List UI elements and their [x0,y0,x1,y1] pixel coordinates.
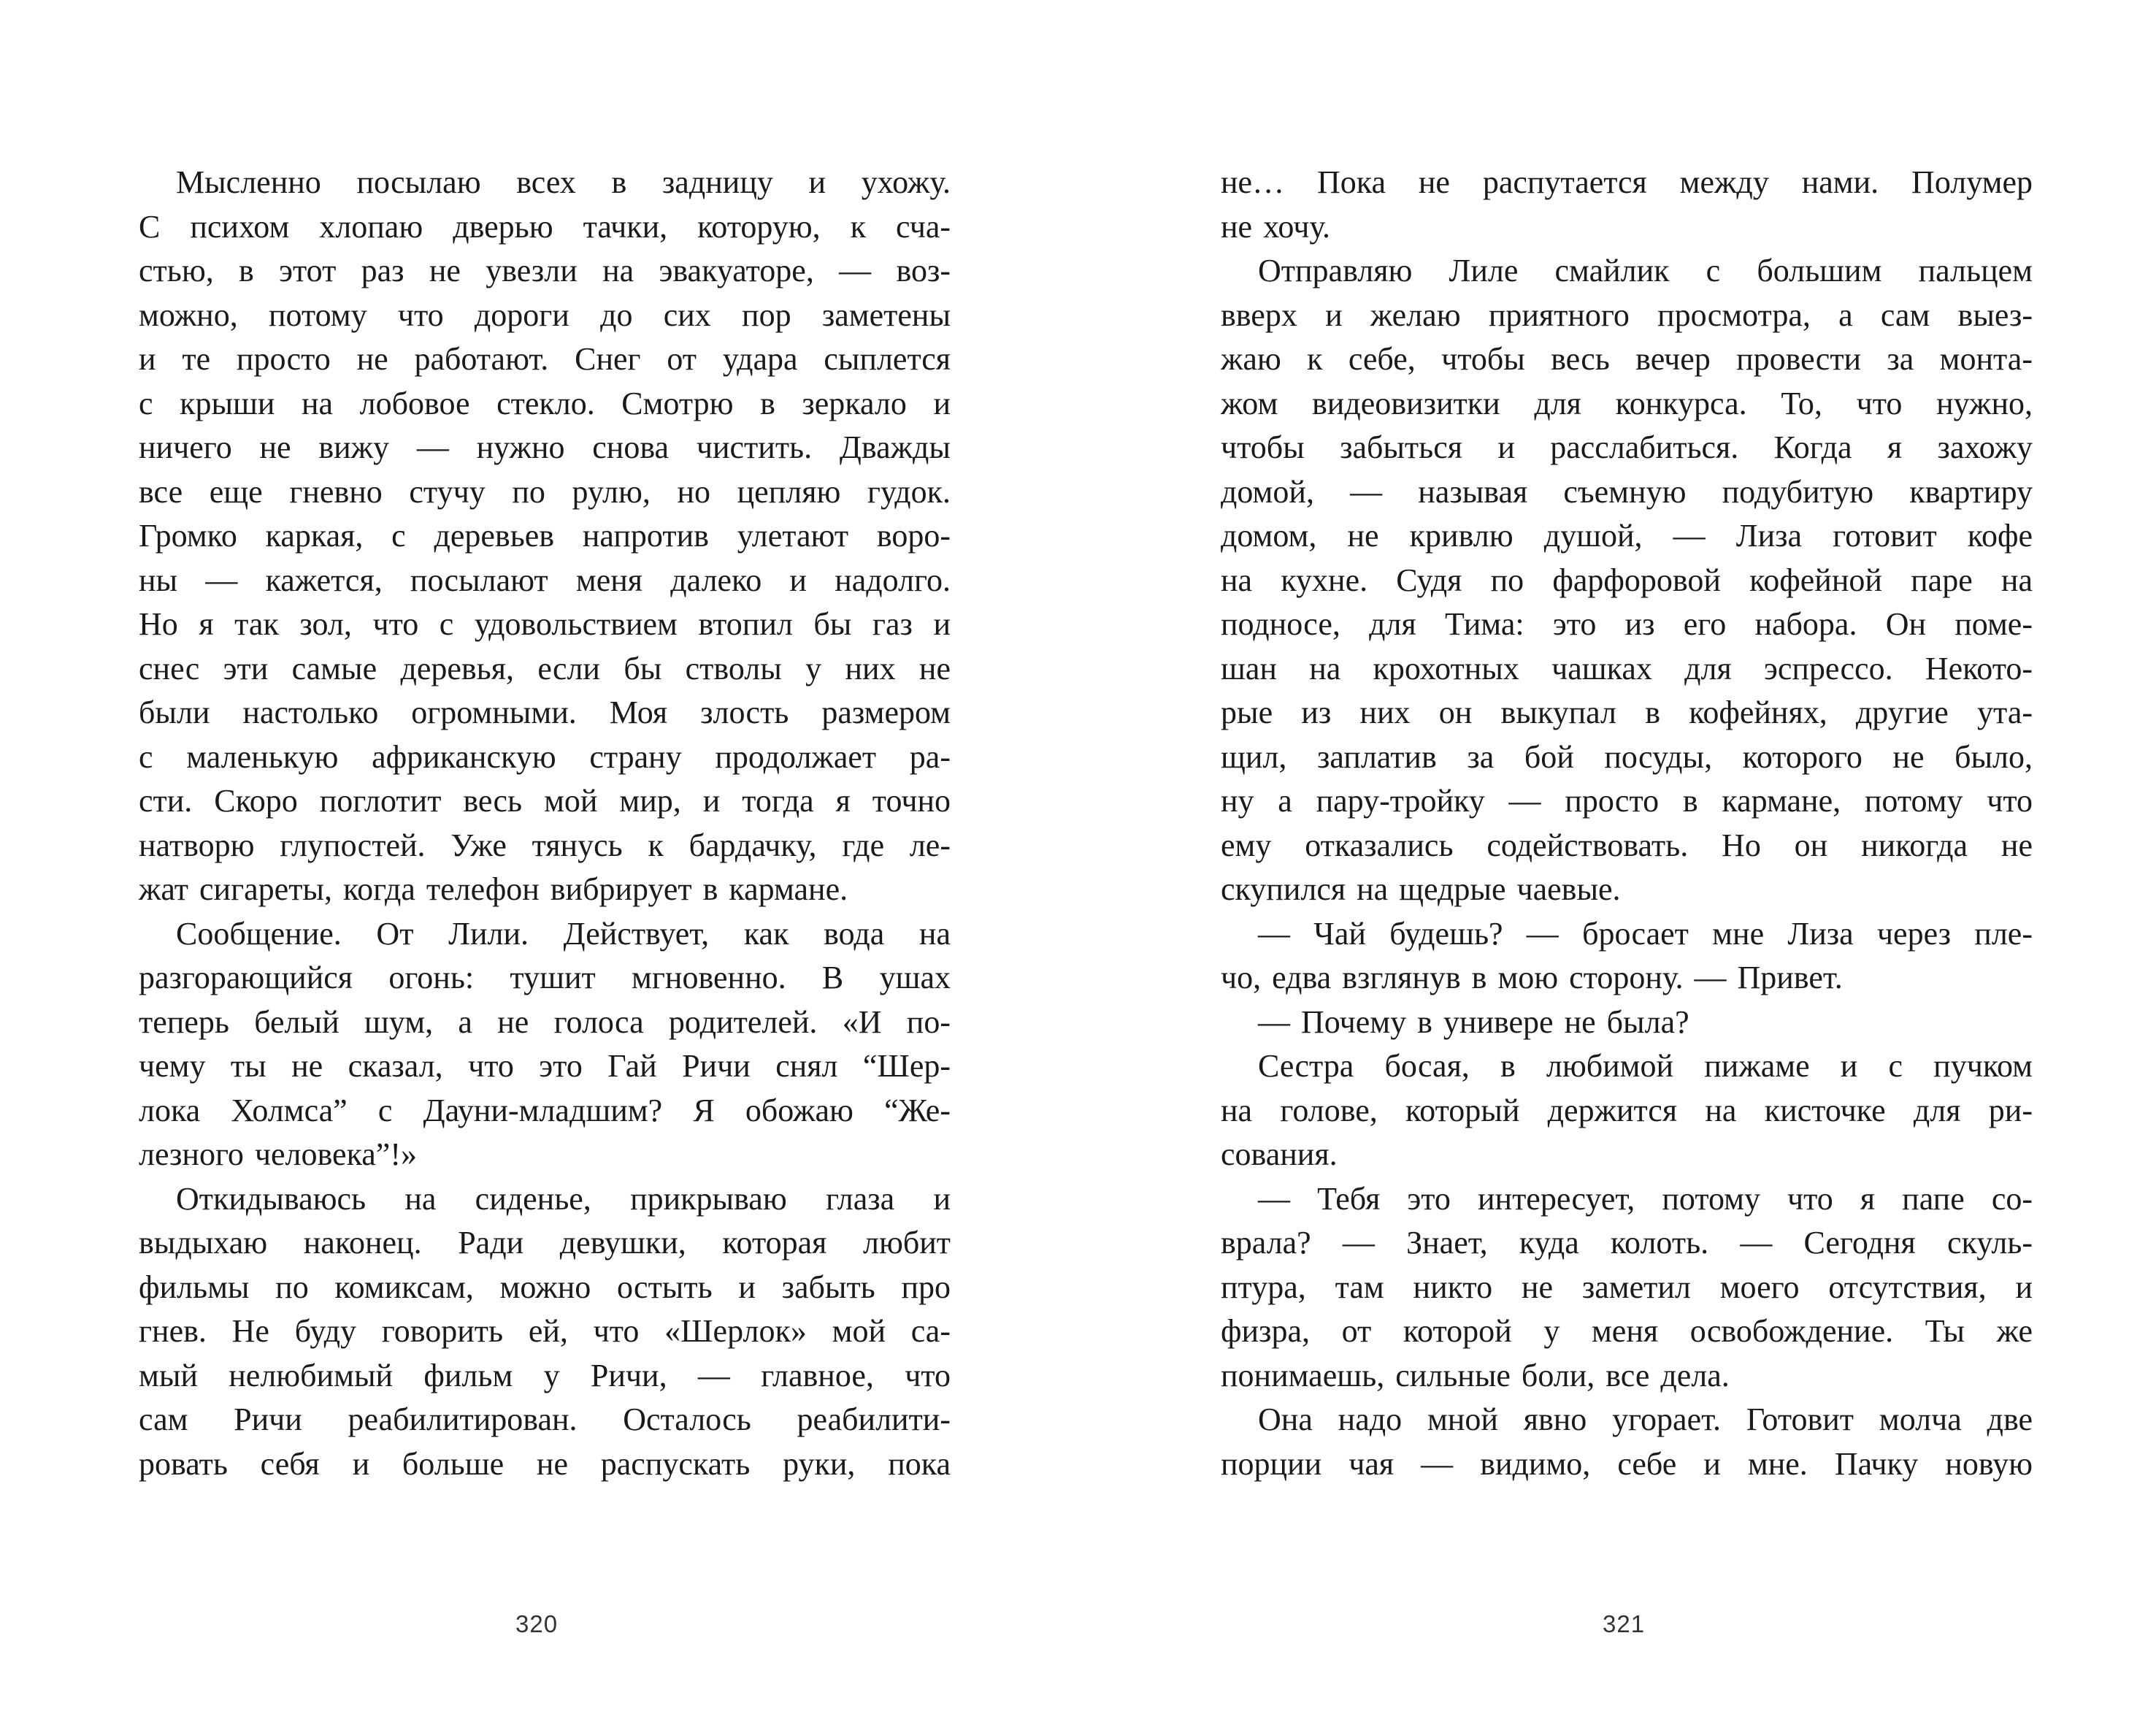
text-line: Громко каркая, с деревьев напротив улетают воро- [139,518,951,554]
paragraph [139,912,951,1177]
text-line: чему ты не сказал, что это Гай Ричи снял “Шер- [139,1048,951,1084]
text-line: — Чай будешь? — бросает мне Лиза через пле- [1258,915,2033,952]
text-line: можно, потому что дороги до сих пор заметены [139,297,951,333]
text-line: ровать себя и больше не распускать руки, пока [139,1445,951,1482]
right-page [1078,0,2156,1725]
right-page-text [1221,161,2033,1486]
text-line: ему отказались содействовать. Но он никогда не [1221,827,2033,863]
text-line: не хочу. [1221,208,1330,245]
paragraph [1221,912,2033,1001]
left-page-text [139,161,951,1486]
text-line: шан на крохотных чашках для эспрессо. Некото- [1221,650,2033,686]
text-line: все еще гневно стучу по рулю, но цепляю гудок. [139,473,951,510]
text-line: ничего не вижу — нужно снова чистить. Дважды [139,429,951,465]
text-line: были настолько огромными. Моя злость размером [139,695,951,730]
text-line: ны — кажется, посылают меня далеко и надолго. [139,562,951,598]
paragraph [1221,1177,2033,1399]
text-line: теперь белый шум, а не голоса родителей. «И по- [139,1003,951,1040]
text-line: жаю к себе, чтобы весь вечер провести за монта- [1221,341,2033,377]
text-line: Отправляю Лиле смайлик с большим пальцем [1258,253,2033,288]
text-line: мый нелюбимый фильм у Ричи, — главное, что [139,1357,951,1393]
text-line: подносе, для Тима: это из его набора. Он поме- [1221,606,2033,642]
text-line: Сообщение. От Лили. Действует, как вода на [176,915,951,952]
text-line: домом, не кривлю душой, — Лиза готовит кофе [1221,518,2033,554]
paragraph [1221,1001,2033,1045]
text-line: ну а пару-тройку — просто в кармане, потому что [1221,783,2033,819]
text-line: стью, в этот раз не увезли на эвакуаторе, — воз- [139,253,951,288]
text-line: и те просто не работают. Снег от удара сыплется [139,341,951,377]
text-line: жом видеовизитки для конкурса. То, что нужно, [1221,385,2033,421]
text-line: снес эти самые деревья, если бы стволы у них не [139,650,951,686]
text-line: гнев. Не буду говорить ей, что «Шерлок» мой са- [139,1313,951,1349]
text-line: лока Холмса” с Дауни-младшим? Я обожаю “Же- [139,1092,951,1128]
text-line: разгорающийся огонь: тушит мгновенно. В ушах [139,960,951,995]
text-line: Сестра босая, в любимой пижаме и с пучком [1258,1048,2033,1084]
right-page-number: 321 [1603,1610,1646,1637]
text-line: щил, заплатив за бой посуды, которого не было, [1221,738,2033,775]
left-page-number: 320 [515,1610,559,1637]
text-line: выдыхаю наконец. Ради девушки, которая любит [139,1225,951,1261]
paragraph [1221,161,2033,249]
text-line: с крыши на лобовое стекло. Смотрю в зеркало и [139,385,951,421]
text-line: на кухне. Судя по фарфоровой кофейной паре на [1221,562,2033,598]
text-line: сования. [1221,1136,1338,1172]
text-line: чтобы забыться и расслабиться. Когда я захожу [1221,429,2033,465]
paragraph [1221,1044,2033,1177]
text-line: врала? — Знает, куда колоть. — Сегодня скуль- [1221,1225,2033,1261]
text-line: физра, от которой у меня освобождение. Ты же [1221,1313,2033,1349]
text-line: Откидываюсь на сиденье, прикрываю глаза и [176,1180,951,1217]
text-line: скупился на щедрые чаевые. [1221,871,1621,907]
text-line: чо, едва взглянув в мою сторону. — Привет. [1221,960,1843,995]
text-line: с маленькую африканскую страну продолжает ра- [139,738,951,775]
text-line: домой, — называя съемную подубитую квартиру [1221,473,2033,510]
text-line: фильмы по комиксам, можно остыть и забыть про [139,1269,951,1305]
text-line: понимаешь, сильные боли, все дела. [1221,1357,1730,1393]
text-line: Она надо мной явно угорает. Готовит молча две [1258,1401,2033,1437]
text-line: С психом хлопаю дверью тачки, которую, к сча- [139,208,951,245]
paragraph [139,161,951,912]
text-line: — Почему в универе не была? [1258,1003,1689,1040]
paragraph [1221,249,2033,912]
text-line: лезного человека”!» [139,1136,417,1172]
text-line: птура, там никто не заметил моего отсутствия, и [1221,1269,2033,1305]
text-line: жат сигареты, когда телефон вибрирует в кармане. [139,871,848,907]
text-line: не… Пока не распутается между нами. Полумер [1221,164,2033,200]
text-line: натворю глупостей. Уже тянусь к бардачку, где ле- [139,827,951,863]
text-line: — Тебя это интересует, потому что я папе со- [1258,1180,2033,1217]
text-line: на голове, который держится на кисточке для ри- [1221,1092,2033,1128]
text-line: Но я так зол, что с удовольствием втопил бы газ и [139,606,951,642]
paragraph [139,1177,951,1487]
text-line: сти. Скоро поглотит весь мой мир, и тогда я точно [139,783,951,819]
text-line: рые из них он выкупал в кофейнях, другие ута- [1221,695,2033,730]
text-line: порции чая — видимо, себе и мне. Пачку новую [1221,1445,2033,1482]
text-line: сам Ричи реабилитирован. Осталось реабилити- [139,1401,951,1437]
text-line: Мысленно посылаю всех в задницу и ухожу. [176,164,951,200]
paragraph [1221,1398,2033,1486]
text-line: вверх и желаю приятного просмотра, а сам выез- [1221,297,2033,333]
